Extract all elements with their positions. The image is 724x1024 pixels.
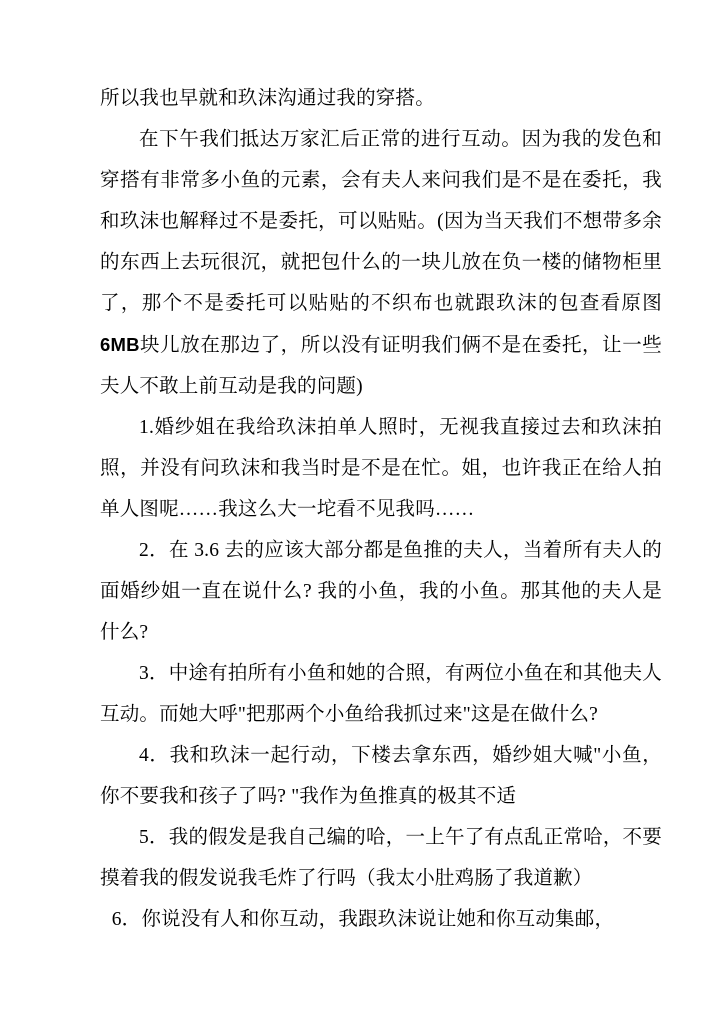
paragraph-2 bbox=[100, 119, 662, 407]
paragraph-3: 1.婚纱姐在我给玖沫拍单人照时，无视我直接过去和玖沫拍照，并没有问玖沫和我当时是不是在忙。姐，也许我正在给人拍单人图呢……我这么大一坨看不见我吗…… bbox=[100, 417, 662, 520]
paragraph-8: 6．你说没有人和你互动，我跟玖沫说让她和你互动集邮， bbox=[111, 909, 615, 930]
paragraph-1: 所以我也早就和玖沫沟通过我的穿搭。 bbox=[100, 88, 435, 109]
paragraph-6: 4．我和玖沫一起行动，下楼去拿东西，婚纱姐大喊"小鱼，你不要我和孩子了吗? "我作为鱼推真的极其不适 bbox=[100, 745, 662, 807]
paragraph-2-text-before: 在下午我们抵达万家汇后正常的进行互动。因为我的发色和穿搭有非常多小鱼的元素，会有夫人来问我们是不是在委托，我和玖沫也解释过不是委托，可以贴贴。(因为当天我们不想带多余的东西上去玩很沉，就把包什么的一块儿放在负一楼的储物柜里了，那个不是委托可以贴贴的不织布也就跟玖沫的包查看原图 bbox=[100, 129, 662, 314]
paragraph-2-emphasis: 6MB bbox=[100, 334, 140, 355]
paragraph-5: 3．中途有拍所有小鱼和她的合照，有两位小鱼在和其他夫人互动。而她大呼"把那两个小鱼给我抓过来"这是在做什么? bbox=[100, 663, 662, 725]
paragraph-2-text-after: 块儿放在那边了，所以没有证明我们俩不是在委托，让一些夫人不敢上前互动是我的问题) bbox=[100, 335, 662, 397]
paragraph-7: 5．我的假发是我自己编的哈，一上午了有点乱正常哈，不要摸着我的假发说我毛炸了行吗（我太小肚鸡肠了我道歉） bbox=[100, 827, 662, 889]
document-body bbox=[100, 78, 662, 940]
paragraph-4: 2．在 3.6 去的应该大部分都是鱼推的夫人，当着所有夫人的面婚纱姐一直在说什么? 我的小鱼，我的小鱼。那其他的夫人是什么? bbox=[100, 540, 662, 643]
